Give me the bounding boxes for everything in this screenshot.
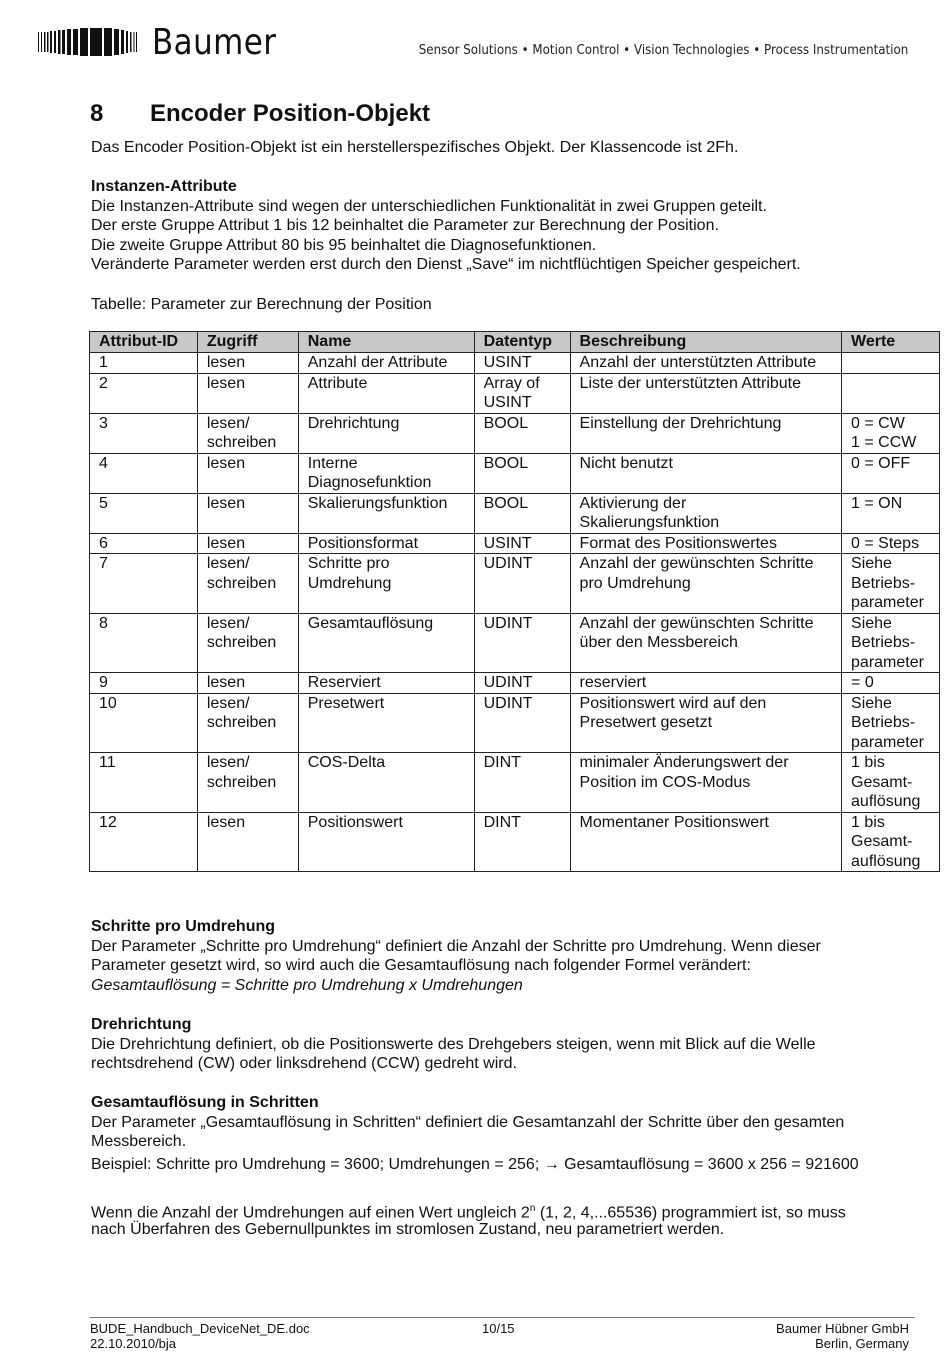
- instances-line: Veränderte Parameter werden erst durch den Dienst „Save“ im nichtflüchtigen Speicher gespeichert.: [91, 256, 801, 273]
- table-row: [90, 453, 940, 493]
- table-cell: lesen: [197, 493, 298, 533]
- footer-page-number: 10/15: [482, 1321, 515, 1336]
- direction-line: rechtsdrehend (CW) oder linksdrehend (CCW) gedreht wird.: [91, 1055, 517, 1072]
- table-cell: UDINT: [474, 673, 570, 694]
- steps-heading: Schritte pro Umdrehung: [91, 918, 276, 935]
- table-cell: Anzahl der gewünschten Schritte über den Messbereich: [570, 613, 841, 673]
- table-row: [90, 753, 940, 813]
- table-cell: Aktivierung der Skalierungsfunktion: [570, 493, 841, 533]
- table-cell: 11: [90, 753, 198, 813]
- table-cell: 0 = Steps: [842, 533, 940, 554]
- note-line: nach Überfahren des Gebernullpunktes im stromlosen Zustand, neu parametriert werden.: [91, 1221, 725, 1238]
- table-cell: UDINT: [474, 613, 570, 673]
- instances-line: Die zweite Gruppe Attribut 80 bis 95 beinhaltet die Diagnosefunktionen.: [91, 237, 597, 254]
- table-cell: USINT: [474, 533, 570, 554]
- table-cell: Nicht benutzt: [570, 453, 841, 493]
- table-row: [90, 373, 940, 413]
- arrow-right-icon: →: [543, 1156, 560, 1173]
- column-header: Beschreibung: [570, 332, 841, 353]
- table-cell: Siehe Betriebs- parameter: [842, 693, 940, 753]
- table-cell: [842, 353, 940, 374]
- table-cell: lesen: [197, 353, 298, 374]
- table-row: [90, 673, 940, 694]
- table-cell: lesen/ schreiben: [197, 413, 298, 453]
- direction-line: Die Drehrichtung definiert, ob die Positionswerte des Drehgebers steigen, wenn mit Blick auf die Welle: [91, 1036, 816, 1053]
- footer-company: Baumer Hübner GmbH: [776, 1321, 909, 1336]
- section-heading: [90, 100, 430, 128]
- example-text: Gesamtauflösung = 3600 x 256 = 921600: [559, 1156, 859, 1173]
- table-cell: BOOL: [474, 453, 570, 493]
- page-header: [0, 0, 950, 80]
- table-cell: 12: [90, 812, 198, 872]
- table-cell: BOOL: [474, 493, 570, 533]
- intro-text: Das Encoder Position-Objekt ist ein herstellerspezifisches Objekt. Der Klassencode ist 2Fh.: [91, 139, 739, 156]
- table-cell: Format des Positionswertes: [570, 533, 841, 554]
- table-cell: lesen: [197, 673, 298, 694]
- table-cell: Anzahl der Attribute: [298, 353, 474, 374]
- table-cell: Liste der unterstützten Attribute: [570, 373, 841, 413]
- resolution-heading: Gesamtauflösung in Schritten: [91, 1094, 319, 1111]
- table-cell: lesen/ schreiben: [197, 693, 298, 753]
- table-cell: DINT: [474, 812, 570, 872]
- section-title: Encoder Position-Objekt: [150, 100, 431, 127]
- resolution-line: Messbereich.: [91, 1133, 187, 1150]
- table-row: [90, 554, 940, 614]
- table-cell: Interne Diagnosefunktion: [298, 453, 474, 493]
- table-cell: lesen/ schreiben: [197, 613, 298, 673]
- table-row: [90, 493, 940, 533]
- table-cell: Positionsformat: [298, 533, 474, 554]
- table-cell: 2: [90, 373, 198, 413]
- steps-line: Parameter gesetzt wird, so wird auch die Gesamtauflösung nach folgender Formel verändert:: [91, 957, 751, 974]
- footer-divider: [90, 1317, 915, 1318]
- table-cell: USINT: [474, 353, 570, 374]
- table-row: [90, 353, 940, 374]
- table-cell: Anzahl der unterstützten Attribute: [570, 353, 841, 374]
- resolution-line: Der Parameter „Gesamtauflösung in Schritten“ definiert die Gesamtanzahl der Schritte über den gesamten: [91, 1114, 845, 1131]
- table-cell: 0 = OFF: [842, 453, 940, 493]
- table-cell: UDINT: [474, 693, 570, 753]
- table-cell: Reserviert: [298, 673, 474, 694]
- table-cell: Array of USINT: [474, 373, 570, 413]
- table-cell: Siehe Betriebs- parameter: [842, 554, 940, 614]
- column-header: Zugriff: [197, 332, 298, 353]
- column-header: Attribut-ID: [90, 332, 198, 353]
- column-header: Datentyp: [474, 332, 570, 353]
- table-row: [90, 812, 940, 872]
- table-caption: Tabelle: Parameter zur Berechnung der Position: [91, 296, 432, 313]
- table-cell: 1 bis Gesamt- auflösung: [842, 812, 940, 872]
- table-cell: Gesamtauflösung: [298, 613, 474, 673]
- table-cell: Positionswert: [298, 812, 474, 872]
- table-cell: 4: [90, 453, 198, 493]
- table-cell: lesen/ schreiben: [197, 753, 298, 813]
- table-cell: COS-Delta: [298, 753, 474, 813]
- table-cell: Siehe Betriebs- parameter: [842, 613, 940, 673]
- table-cell: = 0: [842, 673, 940, 694]
- table-cell: 0 = CW 1 = CCW: [842, 413, 940, 453]
- table-cell: 7: [90, 554, 198, 614]
- footer-filename: BUDE_Handbuch_DeviceNet_DE.doc: [90, 1321, 310, 1336]
- table-cell: Positionswert wird auf den Presetwert gesetzt: [570, 693, 841, 753]
- table-cell: lesen: [197, 453, 298, 493]
- table-cell: 8: [90, 613, 198, 673]
- table-cell: BOOL: [474, 413, 570, 453]
- steps-line: Der Parameter „Schritte pro Umdrehung“ definiert die Anzahl der Schritte pro Umdrehung. Wenn dieser: [91, 938, 821, 955]
- table-cell: 1 bis Gesamt- auflösung: [842, 753, 940, 813]
- table-cell: 1 = ON: [842, 493, 940, 533]
- table-cell: 3: [90, 413, 198, 453]
- table-cell: reserviert: [570, 673, 841, 694]
- instances-line: Der erste Gruppe Attribut 1 bis 12 beinhaltet die Parameter zur Berechnung der Position.: [91, 217, 719, 234]
- brand-name: Baumer: [152, 22, 277, 63]
- note-text: Wenn die Anzahl der Umdrehungen auf einen Wert ungleich 2: [91, 1204, 530, 1222]
- instances-line: Die Instanzen-Attribute sind wegen der unterschiedlichen Funktionalität in zwei Gruppen geteilt.: [91, 198, 767, 215]
- table-cell: 9: [90, 673, 198, 694]
- parameter-table: [89, 331, 940, 872]
- table-cell: lesen: [197, 812, 298, 872]
- table-header-row: [90, 332, 940, 353]
- table-cell: UDINT: [474, 554, 570, 614]
- instances-heading: Instanzen-Attribute: [91, 178, 237, 195]
- table-cell: Einstellung der Drehrichtung: [570, 413, 841, 453]
- table-cell: lesen: [197, 533, 298, 554]
- table-cell: Drehrichtung: [298, 413, 474, 453]
- table-cell: lesen/ schreiben: [197, 554, 298, 614]
- column-header: Werte: [842, 332, 940, 353]
- footer-date: 22.10.2010/bja: [90, 1336, 177, 1351]
- table-cell: Presetwert: [298, 693, 474, 753]
- table-row: [90, 533, 940, 554]
- table-cell: Schritte pro Umdrehung: [298, 554, 474, 614]
- table-cell: 6: [90, 533, 198, 554]
- table-cell: DINT: [474, 753, 570, 813]
- example-text: Beispiel: Schritte pro Umdrehung = 3600; Umdrehungen = 256;: [91, 1156, 544, 1173]
- table-cell: [842, 373, 940, 413]
- table-row: [90, 693, 940, 753]
- note-text: (1, 2, 4,...65536) programmiert ist, so muss: [535, 1204, 846, 1222]
- table-cell: 1: [90, 353, 198, 374]
- table-cell: lesen: [197, 373, 298, 413]
- brand-tagline: Sensor Solutions • Motion Control • Vision Technologies • Process Instrumentation: [418, 42, 908, 58]
- table-cell: Momentaner Positionswert: [570, 812, 841, 872]
- footer-location: Berlin, Germany: [815, 1336, 909, 1351]
- note-superscript: n: [529, 1203, 536, 1214]
- direction-heading: Drehrichtung: [91, 1016, 192, 1033]
- resolution-example: [91, 1155, 859, 1175]
- table-cell: 5: [90, 493, 198, 533]
- table-cell: Attribute: [298, 373, 474, 413]
- section-number: 8: [90, 100, 104, 127]
- column-header: Name: [298, 332, 474, 353]
- table-row: [90, 413, 940, 453]
- table-cell: minimaler Änderungswert der Position im COS-Modus: [570, 753, 841, 813]
- steps-formula: Gesamtauflösung = Schritte pro Umdrehung x Umdrehungen: [91, 977, 523, 994]
- baumer-logo-bars: [38, 28, 138, 56]
- table-body: [90, 353, 940, 872]
- table-cell: Anzahl der gewünschten Schritte pro Umdrehung: [570, 554, 841, 614]
- table-row: [90, 613, 940, 673]
- table-cell: Skalierungsfunktion: [298, 493, 474, 533]
- table-cell: 10: [90, 693, 198, 753]
